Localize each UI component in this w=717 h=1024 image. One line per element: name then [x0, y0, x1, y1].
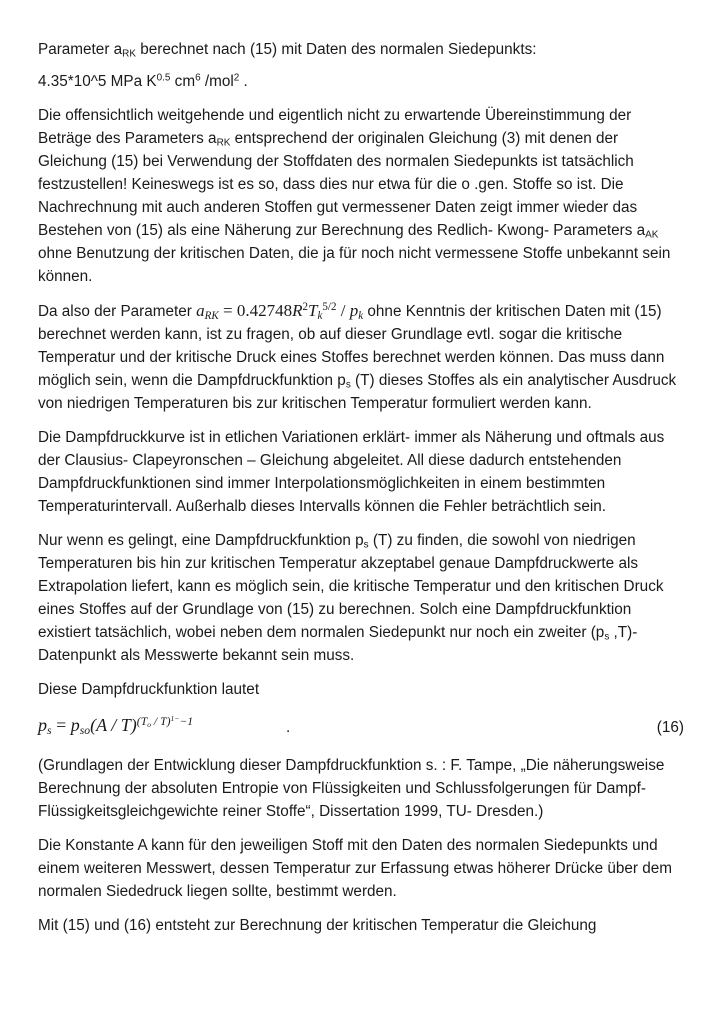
inline-formula-ark [196, 301, 363, 320]
paragraph-agreement [38, 104, 688, 288]
p2-value: 4.35*10^5 MPa K [38, 73, 157, 90]
f-p-sub: k [358, 309, 364, 322]
p1-prefix: Parameter a [38, 41, 123, 58]
p6-t1: Nur wenn es gelingt, eine Dampfdruckfunktion p [38, 532, 364, 549]
eq-exp-sub: o [147, 719, 151, 729]
paragraph-vapor-pressure-curve: Die Dampfdruckkurve ist in etlichen Variationen erklärt- immer als Näherung und oftmals aus der Clausius- Clapeyronschen – Gleichung abgeleitet. All diese dadurch entstehenden Dampfdruckfunktionen sind immer Interpolationsmöglichkeiten in einem bestimmten Temperaturintervall. Außerhalb dieses Intervalls können die Fehler beträchtlich sein. [38, 429, 665, 515]
eq-exp2: / T) [151, 714, 171, 728]
f-r: R [292, 301, 303, 320]
paragraph-extrapolation [38, 529, 688, 667]
f-t-sub: k [317, 309, 323, 322]
paragraph-reference: (Grundlagen der Entwicklung dieser Dampfdruckfunktion s. : F. Tampe, „Die näherungsweise Berechnung der absoluten Entropie von Flüssigkeiten und Schlussfolgerungen für Dampf- Flüssigkeitsgleichgewichte reiner Stoffe“, Dissertation 1999, TU- Dresden.) [38, 757, 665, 820]
p6-t2: (T) zu finden, die sowohl von niedrigen Temperaturen bis hin zur kritischen Temperatur akzeptabel genaue Dampfdruckwerte als Extrapolation liefert, kann es möglich sein, die kritische Temperatur und den kritischen Druck eines Stoffes auf der Grundlage von (15) zu berechnen. Solch eine Dampfdruckfunktion existiert tatsächlich, wobei neben dem normalen Siedepunkt nur noch ein zweiter (p [38, 532, 664, 641]
f-r-sup: 2 [302, 300, 309, 313]
equation-16-dot: . [286, 719, 291, 736]
p3-s2: AK [645, 229, 659, 241]
p6-t3: ,T)- Datenpunkt als Messwerte bekannt sein muss. [38, 624, 638, 664]
p1-sub: RK [122, 48, 136, 60]
p4-t3: (T) dieses Stoffes als ein analytischer Ausdruck von niedrigen Temperaturen bis zur kritischen Temperatur formuliert werden kann. [38, 372, 677, 412]
p3-t2: entsprechend der originalen Gleichung (3) mit denen der Gleichung (15) bei Verwendung der Stoffdaten des normalen Siedepunkts ist tatsächlich festzustellen! Keineswegs ist es so, dass dies nur etwa für die o .gen. Stoffe so ist. Die Nachrechnung mit auch anderen Stoffen gut vermessener Daten zeigt immer wieder das Bestehen von (15) als eine Näherung zur Berechnung des Redlich- Kwong- Parameters a [38, 130, 646, 239]
paragraph-function-intro: Diese Dampfdruckfunktion lautet [38, 681, 260, 698]
p2-exp1: 0.5 [156, 72, 171, 84]
equation-16 [38, 710, 688, 744]
f-a: a [196, 301, 205, 320]
p6-s1: s [363, 539, 369, 551]
eq-mid: (A / T) [90, 715, 137, 735]
paragraph-parameter-heading [38, 38, 688, 61]
eq-exp-sup: 1− [170, 713, 180, 723]
equation-16-formula [38, 714, 193, 737]
p2-exp3: 2 [233, 72, 240, 84]
eq-p0-sub: so [79, 723, 91, 737]
p2-unit3: /mol [200, 73, 234, 90]
f-p: p [349, 301, 359, 320]
p2-end: . [239, 73, 248, 90]
paragraph-constant-a: Die Konstante A kann für den jeweiligen Stoff mit den Daten des normalen Siedepunkts und einem weiteren Messwert, dessen Temperatur zur Erfassung etwas höherer Drücke über dem normalen Siededruck liegen sollte, bestimmt werden. [38, 837, 672, 900]
p2-exp2: 6 [195, 72, 201, 84]
f-div: / [336, 301, 350, 320]
f-t: T [308, 301, 318, 320]
eq-exponent [137, 715, 193, 728]
p4-s1: s [345, 379, 351, 391]
p3-s1: RK [216, 137, 231, 149]
p4-t1: Da also der Parameter [38, 303, 197, 320]
p2-unit2: cm [170, 73, 196, 90]
f-eq: = 0.42748 [218, 301, 293, 320]
paragraph-parameter-formula [38, 299, 688, 415]
p6-s2: s [604, 631, 610, 643]
eq-exp: (T [136, 714, 148, 728]
p3-t1: Die offensichtlich weitgehende und eigentlich nicht zu erwartende Übereinstimmung der Beträge des Parameters a [38, 107, 632, 147]
eq-exp3: −1 [179, 714, 194, 728]
p3-t3: ohne Benutzung der kritischen Daten, die ja für noch nicht vermessene Stoffe unbekannt sein können. [38, 245, 671, 285]
p4-t2: ohne Kenntnis der kritischen Daten mit (15) berechnet werden kann, ist zu fragen, ob auf dieser Grundlage evtl. sogar die kritische Temperatur und der kritische Druck eines Stoffes berechnet werden können. Das muss dann möglich sein, wenn die Dampfdruckfunktion p [38, 303, 665, 389]
f-a-sub: RK [204, 309, 219, 322]
eq-p0: p [70, 715, 80, 735]
document-page [38, 38, 688, 948]
eq-equals: = [51, 715, 71, 735]
eq-p: p [38, 715, 47, 735]
paragraph-parameter-value [38, 70, 688, 93]
equation-number: (16) [656, 719, 684, 736]
p1-suffix: berechnet nach (15) mit Daten des normalen Siedepunkts: [135, 41, 537, 58]
f-t-sup: 5/2 [322, 300, 337, 313]
eq-p-sub: s [47, 723, 52, 737]
paragraph-critical-temperature: Mit (15) und (16) entsteht zur Berechnung der kritischen Temperatur die Gleichung [38, 917, 597, 934]
